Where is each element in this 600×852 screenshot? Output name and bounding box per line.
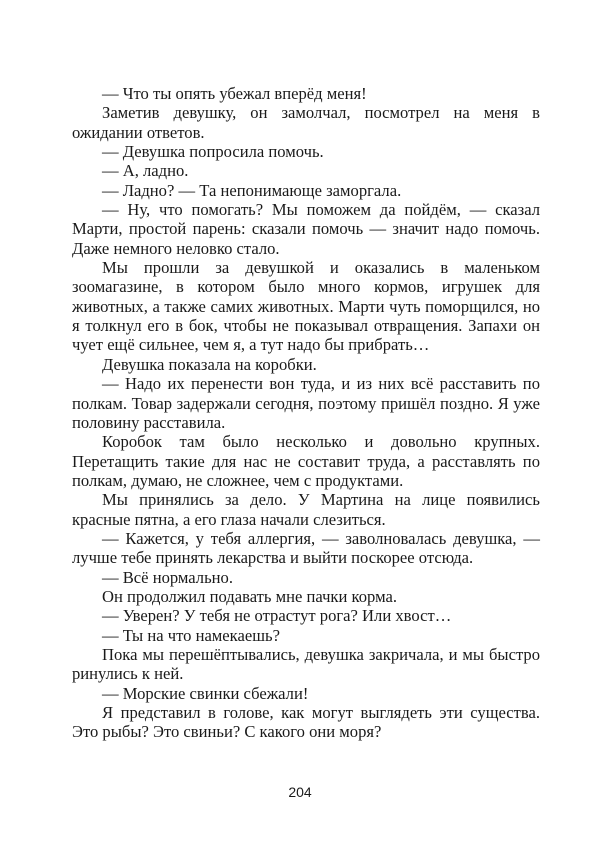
paragraph: — Уверен? У тебя не отрастут рога? Или хвост… (102, 606, 452, 626)
paragraph: — Морские свинки сбежали! (102, 683, 309, 703)
paragraph: — Кажется, у тебя аллергия, — заволновалась девушка, — лучше тебе принять лекарства и выйти поскорее отсюда. (72, 528, 540, 568)
paragraph: — А, ладно. (102, 161, 189, 181)
paragraph: Заметив девушку, он замолчал, посмотрел на меня в ожидании ответов. (72, 103, 540, 142)
paragraph: Мы принялись за дело. У Мартина на лице появились красные пятна, а его глаза начали слезиться. (72, 490, 540, 529)
paragraph: Мы прошли за девушкой и оказались в маленьком зоомагазине, в котором было много кормов, игрушек для животных, а также самих животных. Марти чуть поморщился, но я толкнул его в бок, чтобы не показывал отвращения. Запахи он чует ещё сильнее, чем я, а тут надо бы прибрать… (72, 258, 540, 355)
paragraph: — Всё нормально. (102, 567, 233, 587)
paragraph: — Ну, что помогать? Мы поможем да пойдём, — сказал Марти, простой парень: сказали помочь — значит надо помочь. Даже немного неловко стало. (72, 200, 540, 258)
paragraph: — Надо их перенести вон туда, и из них всё расставить по полкам. Товар задержали сегодня, поэтому пришёл поздно. Я уже половину расставила. (72, 374, 540, 432)
paragraph: Он продолжил подавать мне пачки корма. (102, 586, 397, 606)
body-text (72, 84, 540, 742)
paragraph: Пока мы перешёптывались, девушка закричала, и мы быстро ринулись к ней. (72, 644, 540, 684)
paragraph: — Что ты опять убежал вперёд меня! (102, 84, 367, 103)
paragraph: Я представил в голове, как могут выглядеть эти существа. Это рыбы? Это свиньи? С какого они моря? (72, 703, 540, 742)
paragraph: — Ладно? — Та непонимающе заморгала. (102, 180, 402, 200)
paragraph: — Ты на что намекаешь? (102, 625, 280, 645)
paragraph: Девушка показала на коробки. (102, 354, 317, 374)
paragraph: Коробок там было несколько и довольно крупных. Перетащить такие для нас не составит труда, а расставлять по полкам, думаю, не сложнее, чем с продуктами. (72, 432, 540, 490)
paragraph: — Девушка попросила помочь. (102, 142, 324, 162)
page-number: 204 (288, 784, 312, 800)
